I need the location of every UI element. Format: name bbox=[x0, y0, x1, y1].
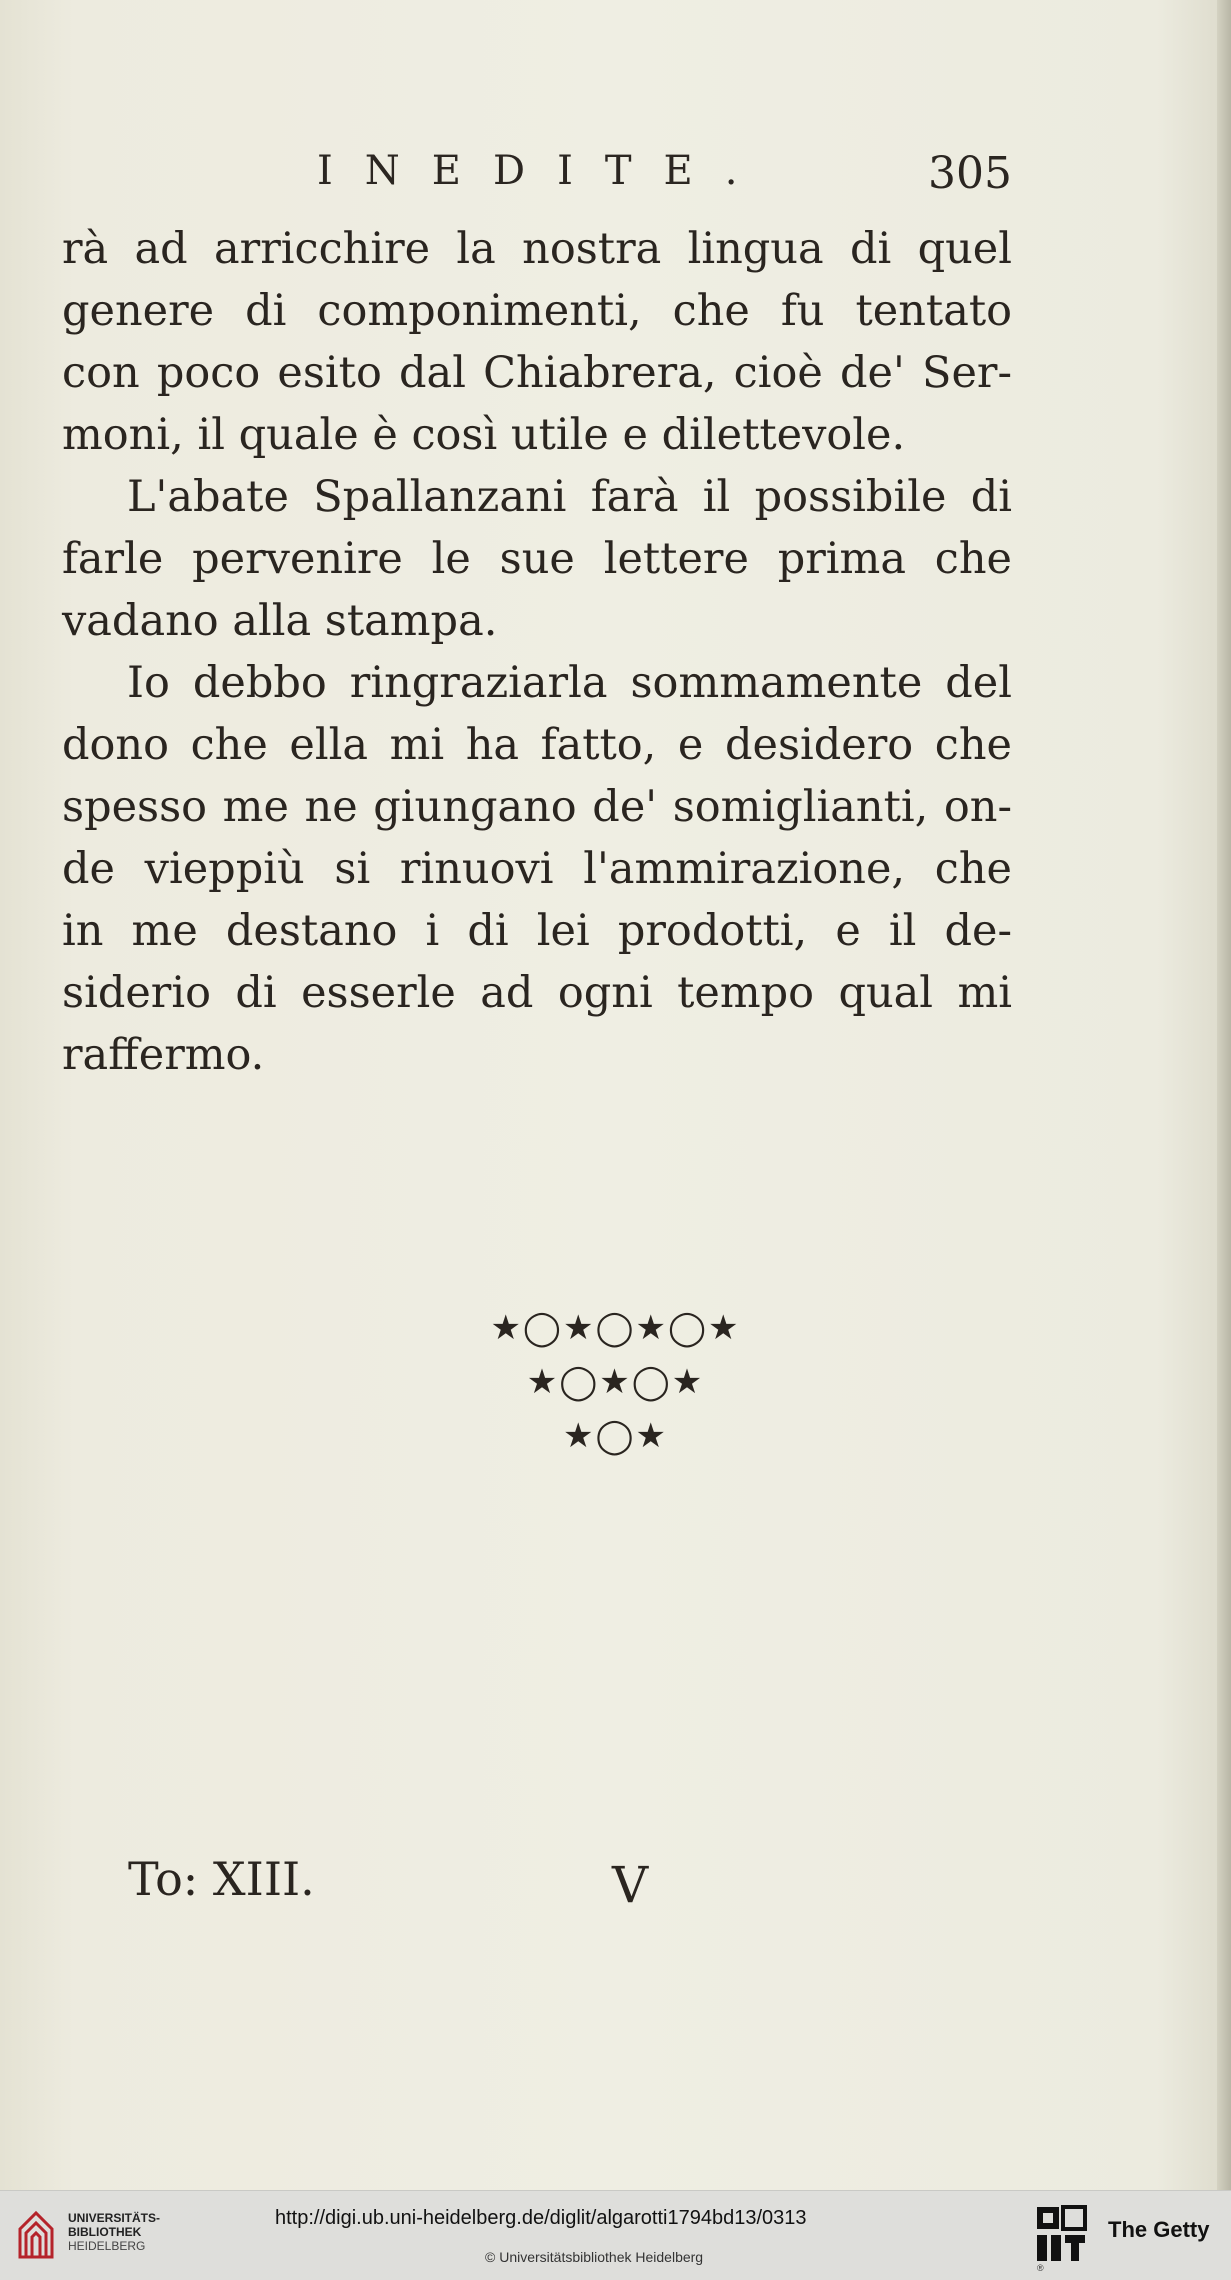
text-line: in me destano i di lei prodotti, e il de- bbox=[62, 906, 1012, 956]
text-line: Io debbo ringraziarla sommamente del bbox=[127, 658, 1012, 708]
text-line: farle pervenire le sue lettere prima che bbox=[62, 534, 1012, 584]
text-line: rà ad arricchire la nostra lingua di quel bbox=[62, 224, 1012, 274]
text-line: moni, il quale è così utile e dilettevole. bbox=[62, 410, 906, 460]
institution-name-line: HEIDELBERG bbox=[68, 2239, 146, 2253]
body-text bbox=[62, 218, 1012, 1086]
text-line: de vieppiù si rinuovi l'ammirazione, che bbox=[62, 844, 1012, 894]
ornament-line-1: ★◯★◯★◯★ bbox=[490, 1308, 741, 1348]
text-line: spesso me ne giungano de' somiglianti, on- bbox=[62, 782, 1012, 832]
viewer-footer-bar bbox=[0, 2190, 1231, 2280]
signature-mark: V bbox=[612, 1856, 649, 1914]
registered-mark: ® bbox=[1037, 2263, 1044, 2273]
getty-logo-icon[interactable] bbox=[1035, 2205, 1087, 2263]
institution-name-line: BIBLIOTHEK bbox=[68, 2225, 142, 2239]
ornament-line-2: ★◯★◯★ bbox=[526, 1362, 705, 1402]
text-line: raffermo. bbox=[62, 1030, 265, 1080]
copyright-notice: © Universitätsbibliothek Heidelberg bbox=[485, 2249, 704, 2265]
running-head bbox=[62, 148, 1012, 208]
text-line: L'abate Spallanzani farà il possibile di bbox=[127, 472, 1012, 522]
partner-name: The Getty bbox=[1108, 2217, 1210, 2242]
text-line: con poco esito dal Chiabrera, cioè de' Ser- bbox=[62, 348, 1012, 398]
institution-name-line: UNIVERSITÄTS- bbox=[68, 2211, 161, 2225]
institution-name bbox=[68, 2211, 160, 2253]
permalink-url[interactable]: http://digi.ub.uni-heidelberg.de/diglit/algarotti1794bd13/0313 bbox=[275, 2207, 807, 2229]
page-gutter bbox=[1217, 0, 1231, 2190]
running-title: INEDITE. bbox=[317, 148, 770, 194]
text-line: vadano alla stampa. bbox=[62, 596, 498, 646]
page-number: 305 bbox=[928, 148, 1012, 199]
university-library-logo-icon[interactable] bbox=[14, 2205, 58, 2265]
text-line: genere di componimenti, che fu tentato bbox=[62, 286, 1012, 336]
text-line: dono che ella mi ha fatto, e desidero che bbox=[62, 720, 1012, 770]
ornament-line-3: ★◯★ bbox=[562, 1416, 668, 1456]
text-line: siderio di esserle ad ogni tempo qual mi bbox=[62, 968, 1012, 1018]
volume-marker: To: XIII. bbox=[128, 1852, 315, 1906]
